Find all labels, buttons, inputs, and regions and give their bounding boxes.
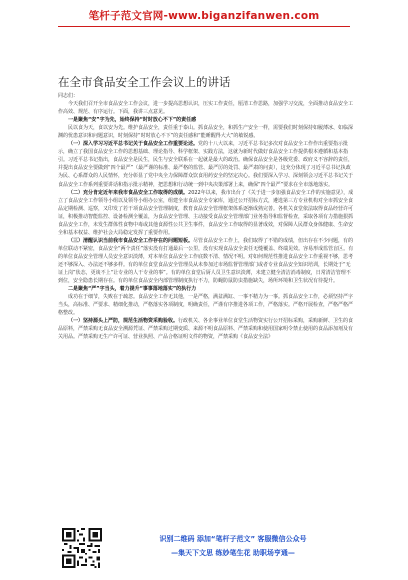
section-heading: 二是聚焦“严”字当头，着力提升“事事落地落实”的执行力 xyxy=(68,286,197,293)
paragraph: 民以食为天，食以安为先。维护食品安全，责任重于泰山。抓食品安全，和抓生产安全一样，需要我们时刻保持如履薄冰、如临深渊的忧患意识和问题意识，时刻保持“时时放心不下”的责任感和“能睡醒得大大”的敏锐感。 xyxy=(58,125,354,140)
qr-code-icon[interactable] xyxy=(62,528,102,568)
paragraph: 尽管食品安全工作上，我们取得了不错的成绩，但出存在不少问题，有的单位联动不紧密，食品安全“两个责任”落实没有打通最后一公里，没有实现食品安全责任无缝覆盖、终端见效。容易形成监管盲区。有的单位食品安全管理人员安全意识淡薄，对本单位食品安全工作底数不清、情况不明。对如何规范性推进食品安全工作重视不够，思考还不够深入、办法还不够多样。有的单位食堂食品安全管理员从未参加过市场监督管理部门或者专业食品安全知识培训，长期处于“无证上岗”状态，更谈不上“让专业的人干专业的事”。有的单位食堂后厨人员卫生意识淡薄，未建立健全清洁消毒制度，日常清洁管理不到位，安全隐患长期存在。有的单位食品安全内部管理制度执行不力，防蝇防鼠防虫措施缺失，场所环境和卫生状况有待提升。 xyxy=(58,237,354,285)
paragraph: 党的十八大以来，习近平总书记多次对食品安全工作作出重要指示批示，确立了我国食品安全工作的思想基础、理论指导、科学框架、实践方法，这就为新时代做好食品安全工作提供根本遵循和基本指引。习近平总书记指出，食品安全是民生，民生与安全联系在一起就是最大的政治。确保食品安全是各级党委、政府义不容辞的责任，并提出食品安全要做到“四个最严”（最严谨的标准、最严格的监管、最严厉的处罚、最严肃的问责），这充分体现了习近平总书记执政为民、心系群众的人民情怀，充分彰显了党中央全力保障群众饮食用药安全的坚定决心。我们要深入学习、深刻领会习近平总书记关于食品安全工作系列重要讲话和指示批示精神，把思想和行动统一到中央决策部署上来，确保“四个最严”要求在全市落地落实。 xyxy=(58,141,354,188)
subsection-heading: （三）清醒认识当前我市食品安全工作存在的问题短板。 xyxy=(68,237,194,244)
section-heading: 一是聚焦“安”字为先，始终保持“时时放心不下”的责任感 xyxy=(68,117,197,124)
paragraph: 成功在于细节，失败在于疏忽。食品安全工作无其他，一是严格，满盆满缸、一事不精力为一事。抓食品安全工作，必须坚持严字当头，高标准、严要求、精细化推动，严格落实各项制度，明确责任，严谨有序推进各项工作，严格落实。严格开展检查，严格严格严格整改。 xyxy=(58,294,354,317)
subsection-heading: （二）充分肯定近年来我市食品安全工作取得的成绩。 xyxy=(68,189,189,196)
subsection-heading: （一）深入学习习近平总书记关于食品安全工作重要论述。 xyxy=(68,141,199,148)
salutation: 同志们： xyxy=(58,93,79,99)
footer xyxy=(0,520,408,580)
footer-qr-caption: 识别二维码 添加“笔杆子范文” 客服微信公众号 xyxy=(159,535,307,543)
page-title: 在全市食品安全工作会议上的讲话 xyxy=(58,74,231,89)
document-body xyxy=(58,92,354,341)
header-divider xyxy=(58,26,350,27)
site-banner[interactable]: 笔杆子范文官网-www.biganzifanwen.com xyxy=(88,10,320,22)
footer-slogan: —集天下文思 练妙笔生花 助职场亨通— xyxy=(171,549,295,557)
paragraph: 行政机关、各企事业单位食堂生活物资实行公开招标采购，采购新鲜、卫生的食品原料，严禁采购无食品安全溯源凭证、严禁采购过期变质、来源不明食品原料、严禁采购和使用国家明令禁止使用的食品添加剂及有关用品。严禁采购无生产许可证、营业执照、产品合格证明文件的物资，严禁采购《食品安全法》 xyxy=(58,318,354,341)
paragraph: 今天我们召开全市食品安全工作会议，进一步提高思想认识，压实工作责任，厘清工作思路，加强学习交流，全面推动食品安全工作高效、规范、有序运行。下面，我讲三点意见。 xyxy=(58,101,354,116)
paragraph: 2022年以来，我市出台了《关于进一步加强食品安全工作的实施意见》，成立了食品安全工作领导小组以及领导小组办公室，组建全市食品安全专家库，通过公开招标方式，遴选第三方专业机构对全市抓安全食品定期检测、巡察，又印发了若干项食品安全管理制度，教育食品安全管理框架体系逐渐成熟完善。各机关食堂依法取得食品经营许可证，积极推动智能监控、设备检测全覆盖，为食品安全管理、主动接受食品安全管理部门业务指导和监督检查，采取各项有力措施狠抓食品安全工作，未发生群体性食物中毒或其他食源性公共卫生事件，食品安全工作取得的显著成效，对保障人民群众身体健康、生命安全和基本权益、维护社会大局稳定发挥了重要作用。 xyxy=(58,189,354,236)
subsection-heading: （一）坚持源头上严防，规范生活物资采购验收。 xyxy=(68,318,179,325)
